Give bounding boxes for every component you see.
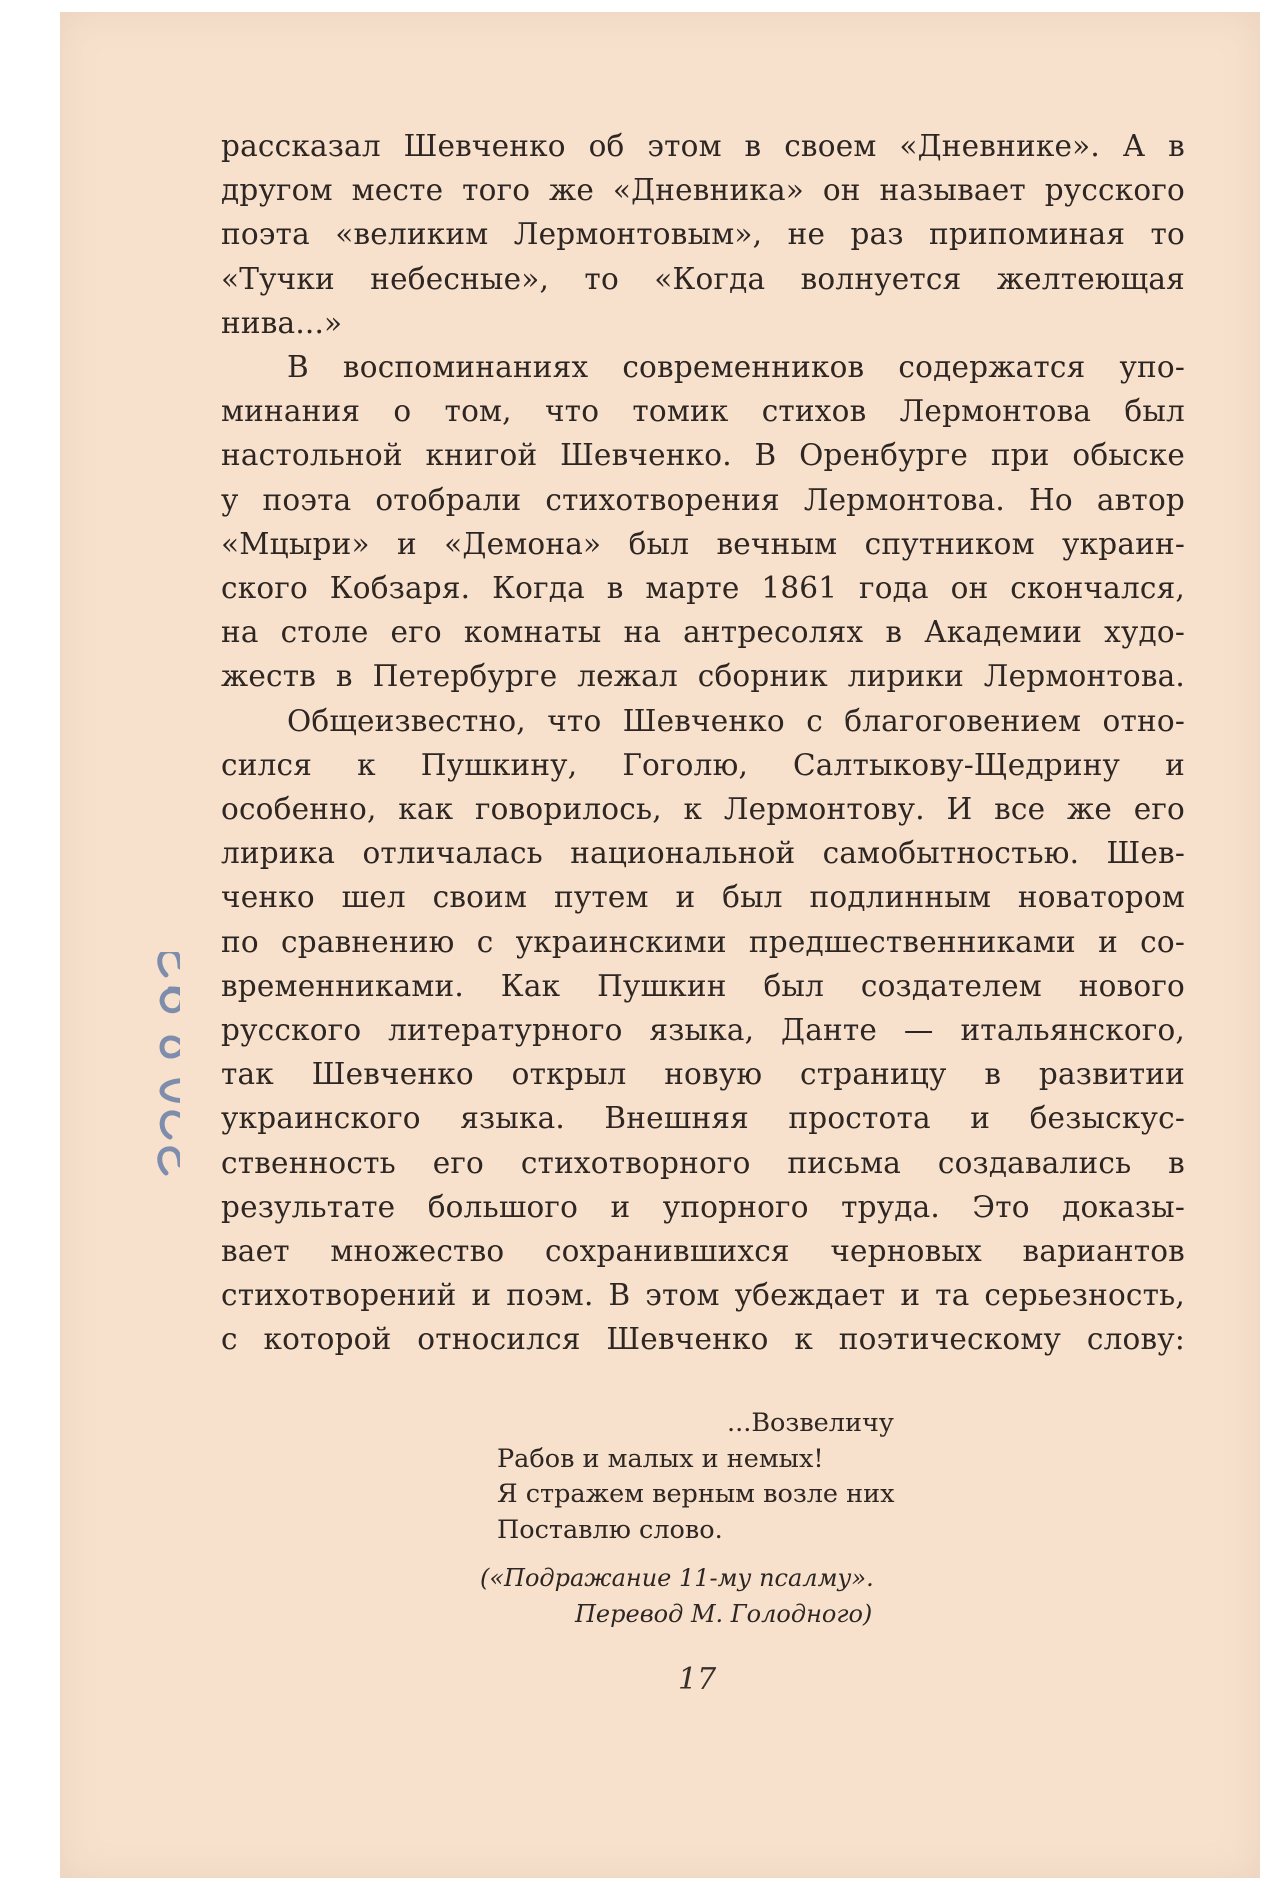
handwritten-inventory-number	[100, 952, 180, 1182]
text-line: «Мцыри» и «Демона» был вечным спутником украин-	[221, 526, 1185, 561]
text-line: стихотворений и поэм. В этом убеждает и та серьезность,	[221, 1278, 1185, 1313]
book-page	[60, 12, 1260, 1878]
text-line: лирика отличалась национальной самобытностью. Шев-	[221, 836, 1185, 871]
poem-attribution	[480, 1560, 1040, 1632]
attribution-line: («Подражание 11-му псалму».	[480, 1564, 874, 1592]
library-stamp	[100, 952, 180, 1182]
text-line: жеств в Петербурге лежал сборник лирики Лермонтова.	[221, 659, 1185, 694]
text-line: вает множество сохранившихся черновых вариантов	[221, 1234, 1185, 1269]
text-line: результате большого и упорного труда. Это доказы-	[221, 1189, 1185, 1224]
text-line: минания о том, что томик стихов Лермонтова был	[221, 394, 1185, 429]
text-line: по сравнению с украинскими предшественниками и со-	[221, 924, 1185, 959]
text-line: «Тучки небесные», то «Когда волнуется желтеющая	[221, 261, 1185, 296]
text-line: поэта «великим Лермонтовым», не раз припоминая то	[221, 217, 1185, 252]
text-line: украинского языка. Внешняя простота и безыскус-	[221, 1101, 1185, 1136]
text-line: у поэта отобрали стихотворения Лермонтова. Но автор	[221, 482, 1185, 517]
text-line: другом месте того же «Дневника» он называет русского	[221, 173, 1185, 208]
text-line: так Шевченко открыл новую страницу в развитии	[221, 1057, 1185, 1092]
text-line: с которой относился Шевченко к поэтическому слову:	[221, 1322, 1185, 1357]
text-line: ственность его стихотворного письма создавались в	[221, 1145, 1185, 1180]
text-line: нива...»	[221, 305, 343, 340]
page-number: 17	[678, 1662, 717, 1697]
poem-line: Я стражем верным возле них	[497, 1479, 895, 1509]
text-line: рассказал Шевченко об этом в своем «Дневнике». А в	[221, 129, 1185, 163]
text-line: В воспоминаниях современников содержатся упо-	[287, 350, 1185, 385]
text-line: временниками. Как Пушкин был создателем нового	[221, 968, 1185, 1003]
poem-line: Поставлю слово.	[497, 1514, 723, 1545]
poem-quote	[497, 1406, 1057, 1548]
paragraph-3	[221, 699, 1185, 1362]
text-line: особенно, как говорилось, к Лермонтову. И все же его	[221, 792, 1185, 827]
poem-line: Рабов и малых и немых!	[497, 1443, 824, 1474]
text-line: Общеизвестно, что Шевченко с благоговением отно-	[287, 703, 1185, 738]
paragraph-1	[221, 124, 1185, 345]
text-line: настольной книгой Шевченко. В Оренбурге при обыске	[221, 438, 1185, 473]
text-line: на столе его комнаты на антресолях в Академии худо-	[221, 615, 1185, 650]
main-text	[221, 124, 1185, 1362]
poem-line: ...Возвеличу	[727, 1408, 894, 1438]
text-line: ченко шел своим путем и был подлинным новатором	[221, 880, 1185, 915]
text-line: русского литературного языка, Данте — итальянского,	[221, 1013, 1185, 1048]
text-line: сился к Пушкину, Гоголю, Салтыкову-Щедрину и	[221, 747, 1185, 782]
paragraph-2	[221, 345, 1185, 699]
attribution-line: Перевод М. Голодного)	[575, 1600, 873, 1628]
text-line: ского Кобзаря. Когда в марте 1861 года он скончался,	[221, 571, 1185, 606]
